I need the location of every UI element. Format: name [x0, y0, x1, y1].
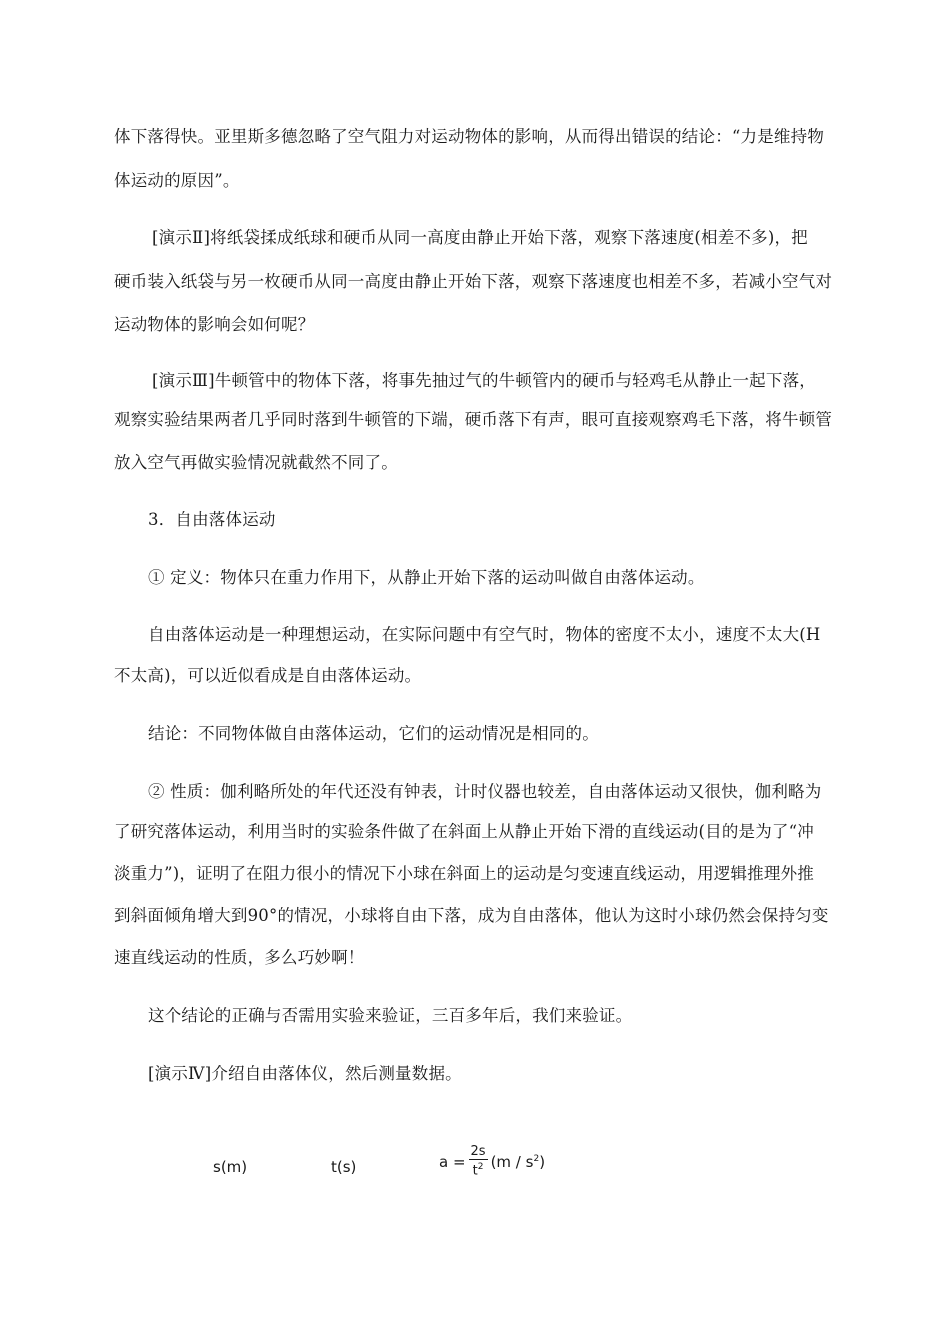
- demo3-line-2: 观察实验结果两者几乎同时落到牛顿管的下端，硬币落下有声，眼可直接观察鸡毛下落，将牛顿管: [114, 410, 833, 429]
- ideal-line-1: 自由落体运动是一种理想运动，在实际问题中有空气时，物体的密度不太小，速度不太大(H: [148, 625, 821, 644]
- demo2-line-2: 硬币装入纸袋与另一枚硬币从同一高度由静止开始下落，观察下落速度也相差不多，若减小空气对: [114, 272, 833, 291]
- ideal-line-2: 不太高)，可以近似看成是自由落体运动。: [114, 666, 422, 685]
- demo4-line: [演示Ⅳ]介绍自由落体仪，然后测量数据。: [148, 1064, 462, 1083]
- denominator-exponent: 2: [477, 1162, 484, 1173]
- denominator-base: t: [472, 1163, 478, 1179]
- aristotle-line-1: 体下落得快。亚里斯多德忽略了空气阻力对运动物体的影响，从而得出错误的结论：“力是维持物: [114, 127, 825, 146]
- demo3-line-1: [演示Ⅲ]牛顿管中的物体下落，将事先抽过气的牛顿管内的硬币与轻鸡毛从静止一起下落，: [152, 371, 816, 390]
- demo2-line-3: 运动物体的影响会如何呢？: [114, 315, 315, 334]
- section-heading: 3．自由落体运动: [148, 510, 276, 529]
- formula-fraction: [469, 1145, 488, 1178]
- unit-exponent: 2: [533, 1154, 540, 1164]
- verify-line: 这个结论的正确与否需用实验来验证，三百多年后，我们来验证。: [148, 1006, 633, 1025]
- property-line-3: 淡重力”)，证明了在阻力很小的情况下小球在斜面上的运动是匀变速直线运动，用逻辑推理外推: [114, 864, 814, 883]
- unit-close: ): [539, 1153, 546, 1171]
- property-line-1: ② 性质：伽利略所处的年代还没有钟表，计时仪器也较差，自由落体运动又很快，伽利略为: [148, 782, 822, 801]
- data-table-header: [0, 1138, 950, 1188]
- property-line-5: 速直线运动的性质，多么巧妙啊！: [114, 948, 365, 967]
- fraction-numerator: 2s: [470, 1144, 486, 1160]
- fraction-denominator: [471, 1160, 486, 1178]
- aristotle-line-2: 体运动的原因”。: [114, 171, 240, 190]
- formula-unit: [491, 1153, 545, 1171]
- demo3-line-3: 放入空气再做实验情况就截然不同了。: [114, 453, 398, 472]
- acceleration-formula: [439, 1138, 545, 1186]
- property-line-4: 到斜面倾角增大到90°的情况，小球将自由下落，成为自由落体，他认为这时小球仍然会保持匀变: [114, 906, 829, 925]
- column-distance: s(m): [213, 1158, 248, 1176]
- formula-prefix: a =: [439, 1153, 466, 1171]
- conclusion-line: 结论：不同物体做自由落体运动，它们的运动情况是相同的。: [148, 724, 599, 743]
- demo2-line-1: [演示Ⅱ]将纸袋揉成纸球和硬币从同一高度由静止开始下落，观察下落速度(相差不多)，把: [152, 228, 808, 247]
- column-time: t(s): [331, 1158, 357, 1176]
- property-line-2: 了研究落体运动，利用当时的实验条件做了在斜面上从静止开始下滑的直线运动(目的是为了“冲: [114, 822, 814, 841]
- unit-base: (m / s: [490, 1153, 534, 1171]
- definition-line: ① 定义：物体只在重力作用下，从静止开始下落的运动叫做自由落体运动。: [148, 568, 705, 587]
